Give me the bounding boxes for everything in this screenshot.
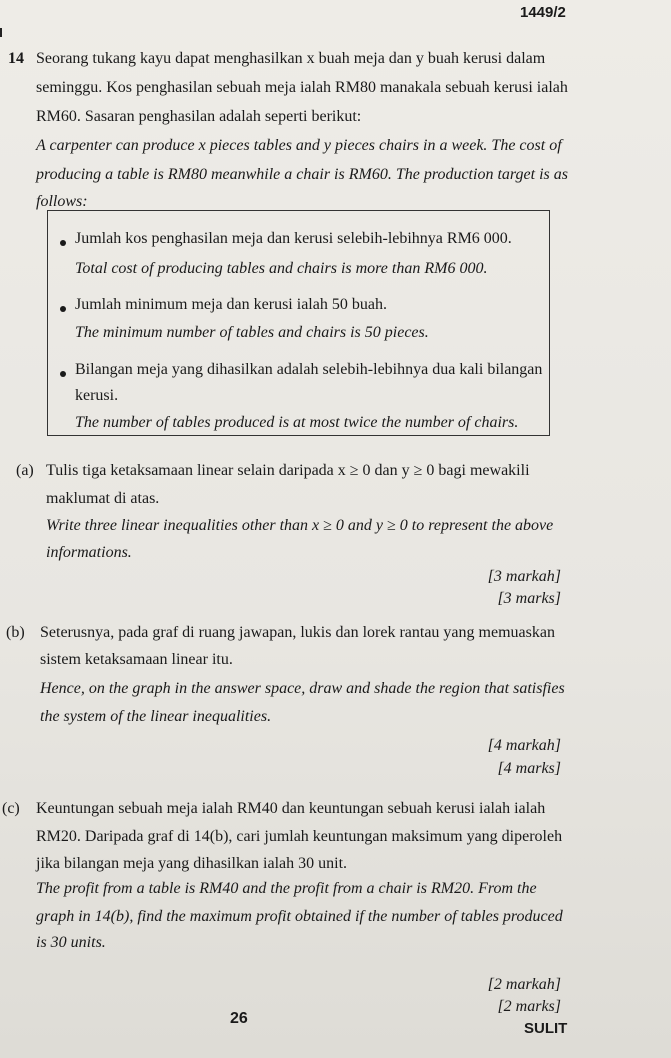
question-number: 14 <box>8 50 24 67</box>
part-b-label: (b) <box>6 624 25 641</box>
bullet-1 <box>60 240 66 246</box>
part-b-malay-line-1: Seterusnya, pada graf di ruang jawapan, lukis dan lorek rantau yang memuaskan <box>40 624 555 641</box>
part-b-english-line-2: the system of the linear inequalities. <box>40 708 272 725</box>
condition-2-malay: Jumlah minimum meja dan kerusi ialah 50 buah. <box>75 296 387 313</box>
part-c-marks-english: [2 marks] <box>497 998 561 1015</box>
condition-2-english: The minimum number of tables and chairs is 50 pieces. <box>75 324 429 341</box>
part-c-marks-malay: [2 markah] <box>487 976 561 993</box>
condition-3-english: The number of tables produced is at most twice the number of chairs. <box>75 414 519 431</box>
bullet-2 <box>60 306 66 312</box>
condition-1-malay: Jumlah kos penghasilan meja dan kerusi selebih-lebihnya RM6 000. <box>75 230 512 247</box>
part-a-english-line-2: informations. <box>46 544 132 561</box>
part-a-malay-line-1: Tulis tiga ketaksamaan linear selain daripada x ≥ 0 dan y ≥ 0 bagi mewakili <box>46 462 530 479</box>
paper-code: 1449/2 <box>520 4 566 21</box>
question-english-line-3: follows: <box>36 193 88 210</box>
part-a-malay-line-2: maklumat di atas. <box>46 490 160 507</box>
question-english-line-2: producing a table is RM80 meanwhile a chair is RM60. The production target is as <box>36 166 568 183</box>
condition-3-malay-line-1: Bilangan meja yang dihasilkan adalah selebih-lebihnya dua kali bilangan <box>75 361 543 378</box>
part-a-label: (a) <box>16 462 34 479</box>
part-b-marks-english: [4 marks] <box>497 760 561 777</box>
part-c-malay-line-1: Keuntungan sebuah meja ialah RM40 dan keuntungan sebuah kerusi ialah ialah <box>36 800 546 817</box>
part-c-malay-line-2: RM20. Daripada graf di 14(b), cari jumlah keuntungan maksimum yang diperoleh <box>36 828 563 845</box>
part-c-label: (c) <box>2 800 20 817</box>
corner-mark <box>0 28 2 37</box>
classification-label: SULIT <box>524 1020 568 1037</box>
part-c-malay-line-3: jika bilangan meja yang dihasilkan ialah 30 unit. <box>36 855 348 872</box>
condition-3-malay-line-2: kerusi. <box>75 387 119 404</box>
part-a-marks-malay: [3 markah] <box>487 568 561 585</box>
part-b-english-line-1: Hence, on the graph in the answer space, draw and shade the region that satisfies <box>40 680 565 697</box>
question-malay-line-1: Seorang tukang kayu dapat menghasilkan x buah meja dan y buah kerusi dalam <box>36 50 546 67</box>
part-b-marks-malay: [4 markah] <box>487 737 561 754</box>
question-english-line-1: A carpenter can produce x pieces tables and y pieces chairs in a week. The cost of <box>36 137 562 154</box>
part-b-malay-line-2: sistem ketaksamaan linear itu. <box>40 651 233 668</box>
question-malay-line-3: RM60. Sasaran penghasilan adalah seperti berikut: <box>36 108 362 125</box>
bullet-3 <box>60 371 66 377</box>
condition-1-english: Total cost of producing tables and chairs is more than RM6 000. <box>75 260 488 277</box>
part-a-english-line-1: Write three linear inequalities other than x ≥ 0 and y ≥ 0 to represent the above <box>46 517 554 534</box>
part-c-english-line-2: graph in 14(b), find the maximum profit obtained if the number of tables produced <box>36 908 563 925</box>
part-a-marks-english: [3 marks] <box>497 590 561 607</box>
question-malay-line-2: seminggu. Kos penghasilan sebuah meja ialah RM80 manakala sebuah kerusi ialah <box>36 79 568 96</box>
part-c-english-line-1: The profit from a table is RM40 and the profit from a chair is RM20. From the <box>36 880 537 897</box>
page-number: 26 <box>230 1010 248 1027</box>
part-c-english-line-3: is 30 units. <box>36 934 106 951</box>
